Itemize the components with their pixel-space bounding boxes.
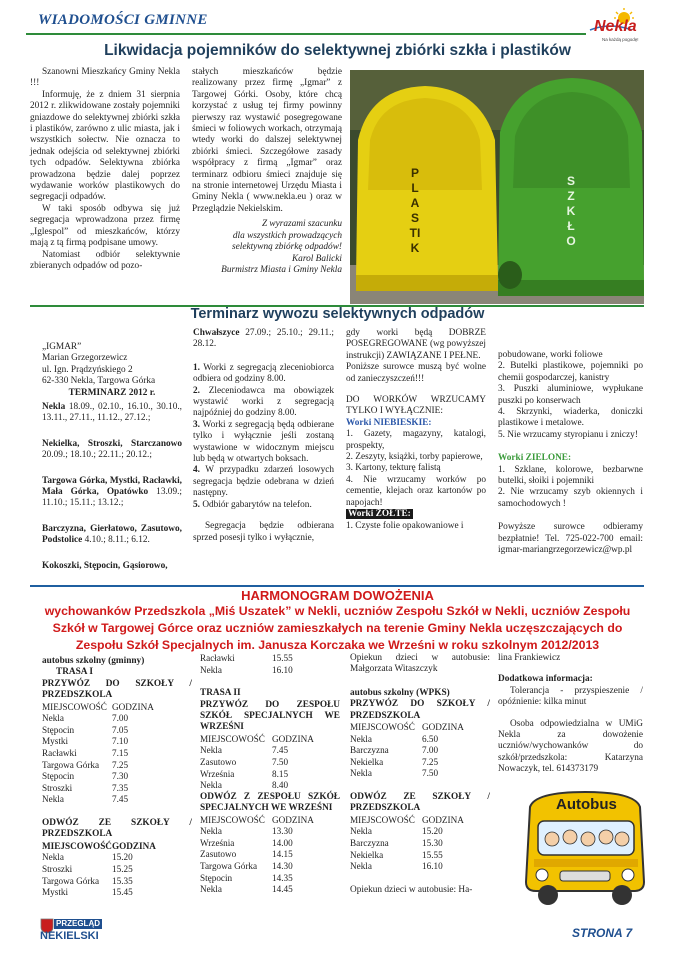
signature-role: Burmistrz Miasta i Gminy Nekla	[221, 264, 342, 275]
nekla-logo	[580, 8, 640, 44]
cell: Targowa Górka	[42, 875, 100, 886]
table-row	[200, 826, 314, 838]
dates: 18.09., 02.10., 16.10., 30.10., 13.11., 27.11., 11.12., 27.12.;	[42, 402, 182, 424]
article1-title: Likwidacja pojemników do selektywnej zbiórki szkła i plastików	[104, 42, 571, 59]
green-bags-heading: Worki ZIELONE:	[498, 453, 572, 464]
closing: selektywną zbiórkę odpadów!	[232, 242, 342, 253]
bus-guardian: Opiekun dzieci w autobusie: Małgorzata Witaszczyk	[350, 653, 490, 675]
article3-title: HARMONOGRAM DOWOŻENIA	[241, 588, 434, 603]
table-row	[200, 757, 314, 769]
cell: 8.15	[272, 768, 289, 779]
cell: Barczyzna	[350, 838, 389, 848]
cell: Nekla	[200, 780, 222, 791]
cell: 7.15	[112, 748, 129, 758]
company-owner: Marian Grzegorzewicz	[42, 353, 128, 364]
place: Barczyzna, Gierłatowo, Zasutowo, Podstolice	[42, 523, 182, 546]
cell: Targowa Górka	[200, 860, 258, 871]
column-header: GODZINA	[112, 701, 154, 712]
cell: Nekielka	[350, 849, 384, 860]
cell: 7.45	[112, 794, 129, 805]
timetable	[42, 841, 156, 853]
column-header: GODZINA	[112, 840, 156, 851]
responsible-person: Osoba odpowiedzialna w UMiG Nekla za dowożenie uczniów/wychowanków do szkół/przedszkola: Katarzyna Nowaczyk, tel. 614373179	[498, 718, 643, 775]
table-row	[350, 757, 464, 769]
cell: Września	[200, 837, 235, 848]
cell: 7.45	[272, 745, 289, 756]
route-name: TRASA I	[56, 667, 93, 678]
cell: Nekla	[42, 713, 64, 724]
timetable	[200, 653, 293, 676]
article1-col2	[192, 67, 342, 276]
cell: Stępocin	[200, 872, 233, 883]
place: Nekielka, Stroszki, Starczanowo	[42, 438, 182, 449]
cell: 7.50	[422, 768, 439, 779]
timetable	[200, 734, 314, 792]
rule-text: W przypadku zdarzeń losowych segregacja będzie odebrana w dzień następny.	[193, 465, 334, 499]
table-row	[350, 850, 464, 862]
contact-info: Powyższe surowce odbieramy bezpłatnie! Tel. 725-022-700 email: igmar-mariangrzegorzewicz@wp.pl	[498, 522, 643, 556]
dates: 20.09.; 18.10.; 22.11.; 20.12.;	[42, 450, 152, 461]
cell: Targowa Górka	[42, 759, 100, 770]
column-header: GODZINA	[422, 722, 464, 733]
cell: 14.30	[272, 860, 293, 871]
route3-col	[350, 653, 490, 896]
table-row	[200, 769, 314, 781]
dates: 4.10.; 8.11.; 6.12.	[84, 535, 150, 546]
table-row	[200, 653, 293, 665]
cell: Racławki	[42, 748, 77, 758]
route-name: TRASA II	[200, 688, 241, 699]
cell: Nekla	[350, 826, 372, 837]
rules-col	[193, 328, 334, 544]
paragraph: stałych mieszkańców będzie realizowany przez firmę „Igmar” z Targowej Górki. Osoby, które chcą korzystać z usług tej firmy powinny pierwszy raz wystawić posegregowane śmieci w foliowych workach, otrzymają wtedy worki do dalszej selektywnej zbiórki śmieci. Szczegółowe zasady współpracy z firmą „Igmar” oraz terminarz odbioru śmieci znajduje się na stronie internetowej Urzędu Miasta i Gminy Nekla ( www.nekla.eu ) oraz w Przeglądzie Nekielskim.	[192, 67, 342, 214]
list-item: 1. Czyste folie opakowaniowe i	[346, 520, 464, 531]
closing: dla wszystkich prowadzących	[232, 230, 342, 241]
cell: 7.35	[112, 782, 129, 793]
cell: 15.45	[112, 887, 133, 898]
header-rule	[26, 33, 586, 35]
paragraph: DO WORKÓW WRZUCAMY TYLKO I WYŁĄCZNIE:	[346, 395, 486, 417]
salutation: Szanowni Mieszkańcy Gminy Nekla !!!	[30, 67, 180, 89]
table-row	[42, 852, 133, 864]
company-name: „IGMAR”	[42, 342, 82, 352]
column-header: MIEJSCOWOŚĆ	[350, 722, 415, 733]
dates: 13.09.; 11.10.; 15.11.; 13.12.;	[42, 487, 182, 509]
rule-number: 3.	[193, 419, 200, 430]
przeglad-nekielski-logo	[40, 918, 100, 952]
schedule-heading: TERMINARZ 2012 r.	[68, 387, 156, 398]
section-label: WIADOMOŚCI GMINNE	[38, 12, 208, 28]
info-col	[498, 653, 643, 776]
cell: Nekla	[350, 733, 372, 744]
table-row	[200, 873, 314, 885]
table-row	[42, 713, 154, 725]
table-row	[350, 826, 464, 838]
rule-number: 2.	[193, 385, 200, 396]
article3-subtitle: wychowanków Przedszkola „Miś Uszatek” w Nekli, uczniów Zespołu Szkół w Nekli, uczniów Zespołu Szkół w Targowej Górce oraz uczniów zamieszkałych na terenie Gminy Nekla uczęszczających do Zespołu Szkół Specjalnych im. Janusza Korczaka we Wrześni w roku szkolnym 2012/2013	[44, 604, 631, 652]
page-number: STRONA 7	[572, 926, 633, 940]
list-item: 2. Zeszyty, książki, torby papierowe,	[346, 452, 483, 463]
table-row	[350, 861, 464, 873]
column-header: MIEJSCOWOŚĆ	[200, 733, 265, 744]
cell: 16.10	[272, 664, 293, 675]
timetable	[42, 852, 133, 898]
cell: 7.05	[112, 724, 129, 735]
logo-bottom: NEKIELSKI	[40, 930, 99, 942]
company-city: 62-330 Nekla, Targowa Górka	[42, 376, 156, 387]
cell: 13.30	[272, 826, 293, 837]
list-item: 4. Skrzynki, wiaderka, doniczki plastikowe i metalowe.	[498, 407, 643, 429]
direction: ODWÓZ Z ZESPOŁU SZKÓŁ SPECJALNYCH WE WRZEŚNI	[200, 791, 340, 814]
paragraph: Poniższe surowce muszą być wolne od zanieczyszczeń!!!	[346, 362, 486, 384]
cell: Mystki	[42, 887, 69, 898]
list-item: 2. Butelki plastikowe, pojemniki po chemii gospodarczej, kanistry	[498, 361, 643, 383]
table-row	[200, 745, 314, 757]
info-heading: Dodatkowa informacja:	[498, 674, 593, 685]
cell: Barczyzna	[350, 745, 389, 756]
cell: Racławki	[200, 653, 235, 663]
direction: PRZYWÓZ DO SZKOŁY / PRZEDSZKOLA	[350, 699, 490, 721]
article1-col1	[30, 67, 180, 272]
cell: Września	[200, 768, 235, 779]
column-header: GODZINA	[272, 733, 314, 744]
cell: Nekielka	[350, 756, 384, 767]
logo-top: PRZEGLĄD	[56, 919, 100, 928]
table-row	[200, 884, 314, 896]
rule-number: 5.	[193, 499, 200, 510]
list-item: 3. Kartony, tekturę falistą	[346, 463, 441, 474]
column-header: GODZINA	[422, 814, 464, 825]
info-text: Tolerancja - przyspieszenie / opóźnienie: kilka minut	[498, 685, 643, 708]
list-item: 1. Szklane, kolorowe, bezbarwne butelki, słoiki i pojemniki	[498, 464, 643, 487]
bins-photo	[350, 70, 644, 304]
table-row	[350, 734, 464, 746]
paragraph: Informuję, że z dniem 31 sierpnia 2012 r. zlikwidowane zostały pojemniki gniazdowe do selektywnej zbiórki szkła i plastików, zarówno z ulic miasta, jak i wszystkich sołectw. Nie oznacza to jednak odejścia od selektywnej zbiórki tych odpadów. Selektywna zbiórka prowadzona będzie dalej poprzez wydawanie worków plastikowych do segregacji odpadów.	[30, 89, 180, 203]
table-row	[200, 838, 314, 850]
cell: 15.55	[272, 653, 293, 663]
cell: 7.25	[112, 759, 129, 770]
list-item: 1. Gazety, magazyny, katalogi, prospekty,	[346, 429, 486, 451]
article2-title: Terminarz wywozu selektywnych odpadów	[190, 306, 485, 322]
list-item: 3. Puszki aluminiowe, wypłukane puszki po konserwach	[498, 384, 643, 406]
cell: 15.20	[112, 852, 133, 863]
timetable	[350, 815, 464, 873]
list-item: 2. Nie wrzucamy szyb okiennych i samochodowych !	[498, 487, 643, 509]
cell: 15.20	[422, 826, 443, 837]
list-item: 4. Nie wrzucamy worków po cementie, klejach oraz kartonów po napojach!	[346, 474, 486, 508]
cell: 14.45	[272, 884, 293, 895]
bus-name: autobus szkolny (gminny)	[42, 656, 145, 666]
cell: 7.30	[112, 771, 129, 782]
column-header: MIEJSCOWOŚĆ	[42, 701, 107, 712]
cell: Nekla	[200, 664, 222, 675]
paragraph: Segregacja będzie odbierana sprzed posesji tylko i wyłącznie,	[193, 521, 334, 543]
logo-slogan: Na każdą pogodę!	[602, 37, 639, 42]
table-row	[42, 794, 154, 806]
dates: 27.09.; 25.10.; 29.11.; 28.12.	[193, 328, 334, 350]
cell: 14.35	[272, 872, 293, 883]
route2-col	[200, 653, 340, 896]
table-row	[350, 745, 464, 757]
cell: 15.25	[112, 863, 133, 874]
rule-number: 1.	[193, 362, 200, 373]
cell: 7.50	[272, 757, 289, 767]
cell: 8.40	[272, 780, 289, 791]
table-row	[42, 876, 133, 888]
school-bus-illustration	[520, 787, 650, 907]
direction: PRZYWÓZ DO ZESPOŁU SZKÓŁ SPECJALNYCH WE WRZEŚNI	[200, 699, 340, 733]
paragraph: Natomiast odbiór selektywnie zbieranych odpadów od pozo-	[30, 249, 180, 271]
table-row	[200, 849, 314, 861]
table-row	[42, 771, 154, 783]
rule-text: Zleceniodawca ma obowiązek wystawić worki z segregacją najpóźniej do godziny 8.00.	[193, 385, 335, 419]
bus-guardian: Opiekun dzieci w autobusie: Ha-	[350, 884, 473, 895]
direction: PRZYWÓZ DO SZKOŁY / PRZEDSZKOLA	[42, 678, 192, 701]
place: Chwałszyce	[193, 328, 240, 338]
cell: Stępocin	[42, 724, 75, 735]
paragraph: W taki sposób odbywa się już segregacja wprowadzona przez firmę „Iglespol” od mieszkańców, którzy mają z tą firmą podpisane umowy.	[30, 203, 180, 249]
cell: 14.15	[272, 849, 293, 860]
rule-text: Worki z segregacją zleceniobiorca odbiera od godziny 8.00.	[193, 362, 335, 385]
rule-number: 4.	[193, 465, 200, 476]
place: Targowa Górka, Mystki, Racławki, Mała Górka, Opatówko	[42, 475, 182, 498]
table-row	[350, 768, 464, 780]
table-row	[42, 760, 154, 772]
list-item: pobudowane, worki foliowe	[498, 350, 603, 360]
bags-col-2	[498, 328, 643, 557]
cell: Mystki	[42, 736, 69, 747]
blue-bags-heading: Worki NIEBIESKIE:	[346, 417, 432, 428]
section-divider	[30, 585, 644, 587]
cell: Nekla	[200, 826, 222, 837]
timetable	[200, 815, 314, 896]
table-row	[42, 864, 133, 876]
cell: Stroszki	[42, 863, 73, 874]
cell: Zasutowo	[200, 849, 237, 860]
cell: Nekla	[42, 794, 64, 805]
list-item: 5. Nie wrzucamy styropianu i zniczy!	[498, 429, 638, 440]
column-header: MIEJSCOWOŚĆ	[42, 840, 112, 851]
cell: 6.50	[422, 733, 439, 744]
rule-text: Odbiór gabarytów na telefon.	[202, 499, 312, 510]
yellow-bags-heading: Worki ŻÓŁTE:	[348, 509, 411, 520]
table-row	[42, 736, 154, 748]
cell: Nekla	[42, 852, 64, 863]
cell: 7.00	[112, 713, 129, 724]
cell: 7.00	[422, 745, 439, 756]
table-row	[200, 780, 314, 792]
bin-label-plastik: PLASTIK	[409, 166, 421, 255]
rule-text: Worki z segregacją będą odbierane tylko i wyłącznie jeśli zostaną wystawione w widocznym miejscu lub będą w otwartych boksach.	[193, 419, 335, 465]
schedule-col	[42, 328, 182, 572]
bus-name: autobus szkolny (WPKS)	[350, 687, 450, 698]
bin-label-szklo: SZKŁO	[566, 174, 576, 248]
table-row	[42, 887, 133, 899]
cell: 15.35	[112, 875, 133, 886]
timetable	[350, 722, 464, 780]
cell: 15.30	[422, 838, 443, 848]
bus-sign: Autobus	[556, 796, 617, 813]
cell: 7.25	[422, 756, 439, 767]
paragraph: gdy worki będą DOBRZE POSEGREGOWANE (wg powyższej instrukcji) ZAWIĄZANE I PEŁNE.	[346, 328, 486, 361]
cell: Zasutowo	[200, 757, 237, 767]
cell: 14.00	[272, 837, 293, 848]
cell: Stępocin	[42, 771, 75, 782]
bags-col	[346, 328, 486, 532]
direction: ODWÓZ ZE SZKOŁY / PRZEDSZKOLA	[42, 817, 192, 840]
table-row	[200, 861, 314, 873]
table-row	[42, 748, 154, 760]
company-street: ul. Ign. Prądzyńskiego 2	[42, 364, 133, 375]
cell: Nekla	[350, 768, 372, 779]
direction: ODWÓZ ZE SZKOŁY / PRZEDSZKOLA	[350, 792, 490, 814]
signature-name: Karol Balicki	[291, 253, 342, 264]
table-row	[200, 665, 293, 677]
closing: Z wyrazami szacunku	[261, 219, 342, 230]
cell: 15.55	[422, 849, 443, 860]
cell: Nekla	[350, 861, 372, 872]
cell: 7.10	[112, 736, 129, 747]
column-header: GODZINA	[272, 814, 314, 825]
cell: 16.10	[422, 861, 443, 872]
route1-col	[42, 656, 192, 899]
cell: Stroszki	[42, 782, 73, 793]
logo-name: Nekla	[594, 18, 637, 35]
table-row	[42, 725, 154, 737]
column-header: MIEJSCOWOŚĆ	[350, 814, 415, 825]
cell: Nekla	[200, 745, 222, 756]
place: Nekla	[42, 402, 66, 413]
table-row	[350, 838, 464, 850]
place: Kokoszki, Stępocin, Gąsiorowo,	[42, 560, 168, 571]
timetable	[42, 702, 154, 806]
bus-guardian: lina Frankiewicz	[498, 653, 561, 663]
table-row	[42, 783, 154, 795]
cell: Nekla	[200, 884, 222, 895]
column-header: MIEJSCOWOŚĆ	[200, 814, 265, 825]
